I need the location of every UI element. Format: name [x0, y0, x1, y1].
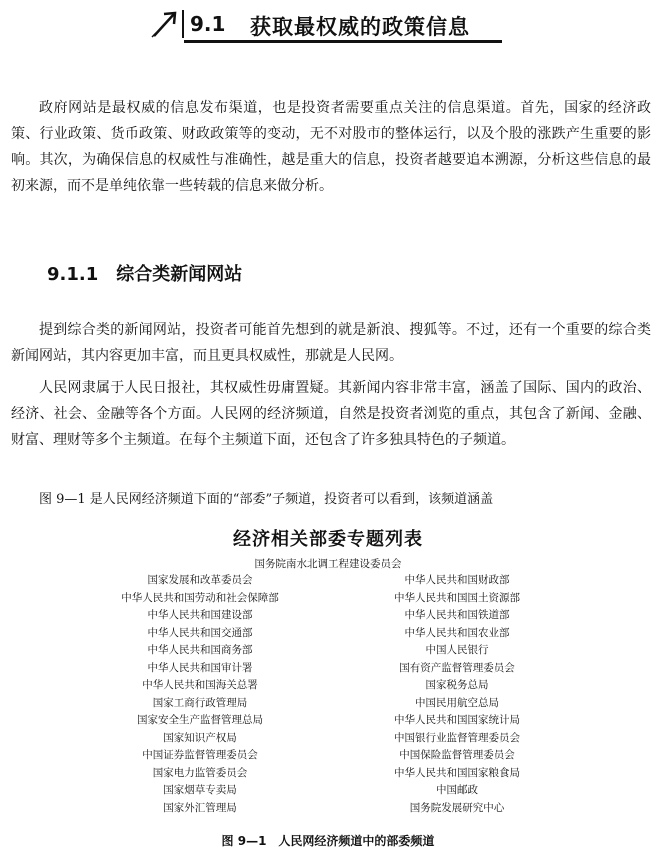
subsection-heading: [47, 260, 242, 286]
ministry-link[interactable]: 国家烟草专卖局: [163, 784, 237, 796]
ministry-link[interactable]: 中国人民银行: [425, 644, 489, 656]
figure-left-column: [75, 572, 325, 817]
ministry-link[interactable]: 中国保险监督管理委员会: [399, 749, 515, 761]
ministry-link[interactable]: 国家知识产权局: [163, 731, 237, 744]
figure-right-column: [332, 572, 582, 817]
ministry-link[interactable]: 国家税务总局: [425, 679, 489, 691]
ministry-link[interactable]: 国家外汇管理局: [163, 801, 237, 814]
header-rule: [182, 10, 184, 38]
ministry-link[interactable]: 国家安全生产监督管理总局: [137, 714, 263, 726]
ministry-link[interactable]: 中华人民共和国劳动和社会保障部: [121, 591, 279, 604]
ministry-link[interactable]: 中华人民共和国农业部: [404, 626, 510, 639]
ministry-link[interactable]: 中华人民共和国国家粮食局: [394, 766, 520, 779]
ministry-link[interactable]: 中国民用航空总局: [415, 696, 499, 709]
ministry-link[interactable]: 国家工商行政管理局: [152, 696, 248, 709]
ministry-link[interactable]: 中国证券监督管理委员会: [142, 749, 258, 761]
ministry-link[interactable]: 中华人民共和国商务部: [147, 644, 253, 656]
subsection-title: 综合类新闻网站: [116, 264, 243, 285]
paragraph-news-sites: 提到综合类的新闻网站，投资者可能首先想到的就是新浪、搜狐等。不过，还有一个重要的综合类新闻网站，其内容更加丰富，而且更具权威性，那就是人民网。: [11, 322, 651, 364]
subsection-number: 9.1.1: [47, 264, 99, 285]
ministry-link[interactable]: 中华人民共和国海关总署: [142, 679, 258, 691]
ministry-link[interactable]: 中华人民共和国交通部: [147, 626, 253, 639]
section-title: 获取最权威的政策信息: [250, 15, 470, 39]
section-number: 9.1: [190, 12, 226, 36]
section-header: [150, 6, 510, 42]
ministry-link[interactable]: 国务院发展研究中心: [409, 801, 505, 814]
paragraph-figure-intro: 图 9—1 是人民网经济频道下面的“部委”子频道，投资者可以看到，该频道涵盖: [39, 492, 494, 507]
ministry-link[interactable]: 中华人民共和国国家统计局: [394, 714, 520, 726]
ministry-link[interactable]: 中华人民共和国铁道部: [404, 609, 510, 621]
ministry-link[interactable]: 中国邮政: [436, 784, 478, 796]
figure-caption: 图 9—1 人民网经济频道中的部委频道: [221, 834, 435, 848]
figure-subtitle[interactable]: 国务院南水北调工程建设委员会: [254, 558, 402, 570]
ministry-link[interactable]: 国家发展和改革委员会: [147, 574, 253, 586]
paragraph-people-net: 人民网隶属于人民日报社，其权威性毋庸置疑。其新闻内容非常丰富，涵盖了国际、国内的政治、经济、社会、金融等各个方面。人民网的经济频道，自然是投资者浏览的重点，其包含了新闻、金融、财富、理财等多个主频道。在每个主频道下面，还包含了许多独具特色的子频道。: [11, 380, 651, 448]
ministry-link[interactable]: 国有资产监督管理委员会: [399, 661, 515, 674]
ministry-link[interactable]: 国家电力监管委员会: [152, 766, 248, 779]
arrow-corner-icon: [150, 6, 182, 40]
header-underline: [184, 40, 502, 43]
ministry-link[interactable]: 中华人民共和国建设部: [147, 609, 253, 621]
ministry-link[interactable]: 中华人民共和国审计署: [147, 661, 253, 674]
paragraph-intro: 政府网站是最权威的信息发布渠道，也是投资者需要重点关注的信息渠道。首先，国家的经济政策、行业政策、货币政策、财政政策等的变动，无不对股市的整体运行，以及个股的涨跌产生重要的影响。其次，为确保信息的权威性与准确性，越是重大的信息，投资者越要追本溯源，分析这些信息的最初来源，而不是单纯依靠一些转载的信息来做分析。: [11, 100, 651, 194]
figure-title: 经济相关部委专题列表: [233, 529, 423, 550]
ministry-link[interactable]: 中华人民共和国国土资源部: [394, 591, 520, 604]
ministry-link[interactable]: 中华人民共和国财政部: [404, 574, 510, 586]
ministry-link[interactable]: 中国银行业监督管理委员会: [394, 731, 520, 744]
